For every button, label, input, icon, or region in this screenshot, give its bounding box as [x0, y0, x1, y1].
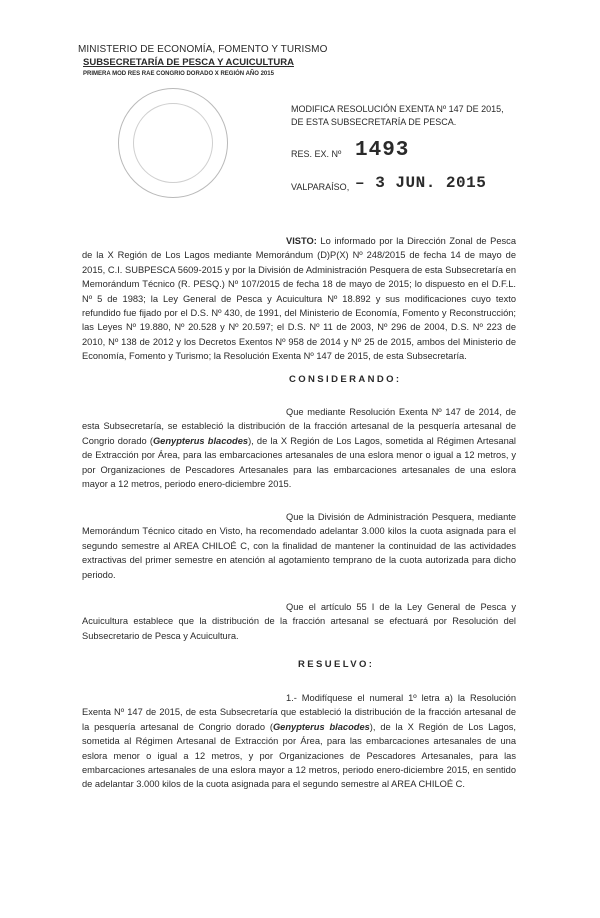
- considerando-p1-text-a: Que mediante Resolución Exenta Nº 147 de 2014, de esta Subsecretaría, se estableció la distribución de la fracción artesanal de la pesquería artesanal de Congrio dorado (: [82, 407, 516, 446]
- considerando-heading: CONSIDERANDO:: [289, 374, 402, 385]
- file-reference: PRIMERA MOD RES RAE CONGRIO DORADO X REGIÓN AÑO 2015: [83, 71, 274, 77]
- species-name-resuelvo: Genypterus blacodes: [272, 721, 370, 732]
- subsecretaria-name: SUBSECRETARÍA DE PESCA Y ACUICULTURA: [83, 57, 294, 68]
- visto-text: Lo informado por la Dirección Zonal de Pesca de la X Región de Los Lagos mediante Memorándum (D)P(X) Nº 248/2015 de fecha 14 de mayo de 2015, C.I. SUBPESCA 5609-2015 y por la División de Administración Pesquera de esta Subsecretaría en Memorándum Técnico (R. PESQ.) Nº 107/2015 de fecha 18 de mayo de 2015; lo dispuesto en el D.F.L. Nº 5 de 1983; la Ley General de Pesca y Acuicultura Nº 18.892 y sus modificaciones cuyo texto refundido fue fijado por el D.S. Nº 430, de 1991, del Ministerio de Economía, Fomento y Reconstrucción; las Leyes Nº 19.880, Nº 20.528 y Nº 20.597; el D.S. Nº 11 de 2003, Nº 296 de 2004, D.S. Nº 223 de 2010, Nº 138 de 2012 y los Decretos Exentos Nº 958 de 2014 y Nº 25 de 2015, ambos del Ministerio de Economía, Fomento y Turismo; la Resolución Exenta Nº 147 de 2015, de esta Subsecretaría.: [82, 236, 516, 362]
- visto-paragraph: [82, 234, 516, 364]
- resuelvo-paragraph-1: [82, 691, 516, 792]
- resolution-number: 1493: [355, 139, 410, 162]
- ministry-name: MINISTERIO DE ECONOMÍA, FOMENTO Y TURISMO: [78, 44, 328, 55]
- official-seal-stamp: [118, 88, 228, 198]
- considerando-p1-text-b: ), de la X Región de Los Lagos, sometida al Régimen Artesanal de Extracción por Área, para las embarcaciones artesanales de una eslora menor o igual a 12 metros, y por Organizaciones de Pescadores Artesanales para las embarcaciones artesanales de una eslora mayor a 12 metros, periodo enero-diciembre 2015.: [82, 435, 516, 490]
- visto-label: VISTO:: [286, 236, 317, 246]
- considerando-paragraph-1: [82, 405, 516, 491]
- species-name: Genypterus blacodes: [152, 435, 249, 446]
- resolution-subject: [291, 103, 504, 129]
- resolution-date: – 3 JUN. 2015: [355, 174, 487, 192]
- resolution-number-label: RES. EX. Nº: [291, 149, 342, 159]
- resuelvo-p1-text-a: 1.- Modifíquese el numeral 1º letra a) la Resolución Exenta Nº 147 de 2015, de esta Subsecretaría que estableció la distribución de la fracción artesanal de la pesquería artesanal de Congrio dorado (: [82, 693, 516, 732]
- considerando-paragraph-2: Que la División de Administración Pesquera, mediante Memorándum Técnico citado en Visto, ha recomendado adelantar 3.000 kilos la cuota asignada para el segundo semestre al AREA CHILOÉ C, con la finalidad de mantener la continuidad de las actividades extractivas del primer semestre en atención al agotamiento temprano de la cuota autorizada para dicho periodo.: [82, 512, 516, 580]
- resuelvo-heading: RESUELVO:: [298, 659, 375, 670]
- considerando-paragraph-3: Que el artículo 55 I de la Ley General de Pesca y Acuicultura establece que la distribución de la fracción artesanal se efectuará por Resolución del Subsecretario de Pesca y Acuicultura.: [82, 602, 516, 641]
- subject-line-2: DE ESTA SUBSECRETARÍA DE PESCA.: [291, 117, 457, 127]
- resuelvo-p1-text-b: ), de la X Región de Los Lagos, sometida al Régimen Artesanal de Extracción por Área, para las embarcaciones artesanales de una eslora menor o igual a 12 metros, y por Organizaciones de Pescadores Artesanales, para las embarcaciones artesanales de una eslora mayor a 12 metros, periodo enero-diciembre 2015, en sentido de adelantar 3.000 kilos de la cuota asignada para el segundo semestre al AREA CHILOÉ C.: [82, 721, 516, 790]
- subject-line-1: MODIFICA RESOLUCIÓN EXENTA Nº 147 DE 2015,: [291, 104, 504, 114]
- place-label: VALPARAÍSO,: [291, 182, 350, 192]
